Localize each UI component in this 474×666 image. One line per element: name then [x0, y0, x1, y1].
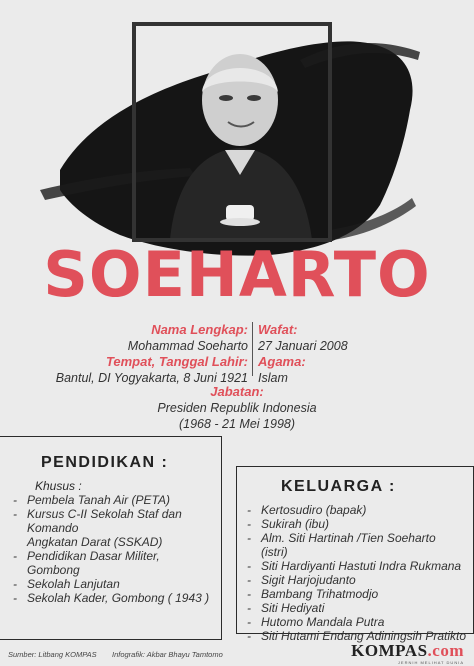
keluarga-item: [243, 615, 473, 629]
list-dash: -: [13, 507, 17, 521]
list-text: Komando: [27, 521, 79, 535]
jabatan-line2: (1968 - 21 Mei 1998): [178, 417, 296, 431]
keluarga-item: [243, 517, 473, 531]
wafat-value: 27 Januari 2008: [258, 339, 348, 353]
list-text: Kertosudiro (bapak): [261, 503, 367, 517]
nama-value: Mohammad Soeharto: [127, 339, 248, 353]
pendidikan-item: [9, 521, 219, 535]
logo-dot-text: .com: [427, 641, 464, 660]
list-text: Kursus C-II Sekolah Staf dan: [27, 507, 182, 521]
keluarga-item: [243, 559, 473, 573]
keluarga-item: [243, 545, 473, 559]
list-dash: -: [247, 601, 251, 615]
list-text: Siti Hediyati: [261, 601, 325, 615]
list-text: Pendidikan Dasar Militer,: [27, 549, 160, 563]
list-dash: -: [247, 531, 251, 545]
list-text: Alm. Siti Hartinah /Tien Soeharto: [261, 531, 436, 545]
list-dash: -: [247, 517, 251, 531]
list-text: Sekolah Kader, Gombong ( 1943 ): [27, 591, 210, 605]
list-text: Sigit Harjojudanto: [261, 573, 356, 587]
pendidikan-item: [9, 507, 219, 521]
source-credit: Sumber: Litbang KOMPAS: [8, 650, 97, 659]
list-text: Sekolah Lanjutan: [27, 577, 120, 591]
photo-frame: [132, 22, 332, 242]
bio-divider: [252, 322, 253, 376]
list-dash: -: [247, 615, 251, 629]
list-text: Siti Hutami Endang Adiningsih Pratikto: [261, 629, 466, 643]
agama-value: Islam: [258, 371, 288, 385]
list-text: Bambang Trihatmodjo: [261, 587, 379, 601]
list-dash: -: [247, 629, 251, 643]
pendidikan-item: [9, 535, 219, 549]
bio-left-column: [40, 322, 248, 386]
page-title: SOEHARTO: [43, 238, 431, 311]
pendidikan-item: [9, 577, 219, 591]
ttl-value: Bantul, DI Yogyakarta, 8 Juni 1921: [55, 371, 248, 385]
list-dash: -: [247, 559, 251, 573]
agama-label: Agama:: [258, 354, 306, 369]
khusus-label: Khusus :: [35, 479, 82, 493]
logo-tagline: JERNIH MELIHAT DUNIA: [397, 660, 464, 665]
list-text: Pembela Tanah Air (PETA): [27, 493, 170, 507]
wafat-label: Wafat:: [258, 322, 298, 337]
keluarga-item: [243, 587, 473, 601]
keluarga-box: [236, 466, 474, 643]
list-text: Hutomo Mandala Putra: [261, 615, 385, 629]
list-text: (istri): [261, 545, 288, 559]
keluarga-title: KELUARGA :: [281, 478, 396, 495]
pendidikan-title: PENDIDIKAN :: [41, 454, 169, 471]
keluarga-item: [243, 531, 473, 545]
list-dash: -: [13, 493, 17, 507]
jabatan-label: Jabatan:: [210, 384, 264, 399]
jabatan-line1: Presiden Republik Indonesia: [157, 401, 317, 415]
list-dash: -: [13, 577, 17, 591]
infografik-credit: Infografik: Akbar Bhayu Tamtomo: [112, 650, 223, 659]
pendidikan-list: [9, 493, 219, 605]
list-dash: -: [247, 587, 251, 601]
list-text: Siti Hardiyanti Hastuti Indra Rukmana: [261, 559, 462, 573]
kompas-logo[interactable]: [351, 642, 464, 665]
bio-right-column: [258, 322, 458, 386]
list-dash: -: [13, 591, 17, 605]
pendidikan-item: [9, 549, 219, 563]
list-text: Angkatan Darat (SSKAD): [27, 535, 163, 549]
jabatan-block: [137, 384, 337, 432]
list-dash: -: [247, 503, 251, 517]
list-dash: -: [13, 549, 17, 563]
pendidikan-box: [0, 436, 222, 640]
keluarga-item: [243, 503, 473, 517]
keluarga-list: [243, 503, 473, 643]
list-dash: -: [247, 573, 251, 587]
keluarga-item: [243, 573, 473, 587]
pendidikan-item: [9, 591, 219, 605]
nama-label: Nama Lengkap:: [151, 322, 248, 337]
logo-main-text: KOMPAS: [351, 641, 428, 660]
ttl-label: Tempat, Tanggal Lahir:: [105, 354, 248, 369]
list-text: Sukirah (ibu): [261, 517, 330, 531]
list-text: Gombong: [27, 563, 80, 577]
keluarga-item: [243, 601, 473, 615]
pendidikan-item: [9, 563, 219, 577]
pendidikan-item: [9, 493, 219, 507]
